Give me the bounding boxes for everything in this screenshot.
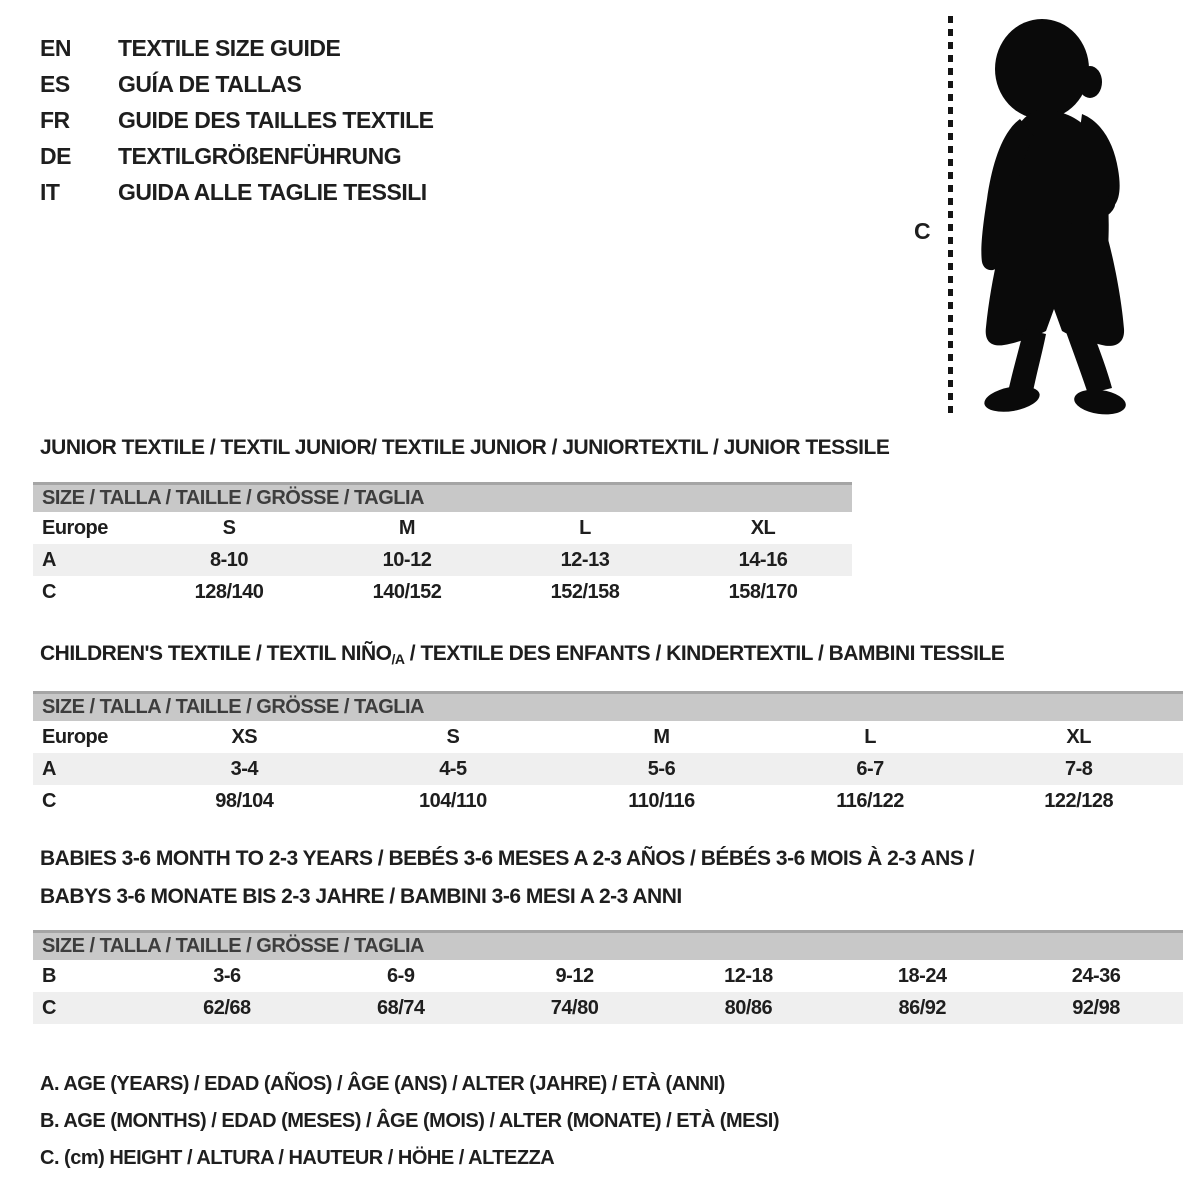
children-title-sub: /A <box>391 651 405 667</box>
row-label: A <box>42 757 56 780</box>
children-title-rest: / TEXTILE DES ENFANTS / KINDERTEXTIL / BAMBINI TESSILE <box>404 642 1005 665</box>
table-cell: 5-6 <box>647 757 676 780</box>
column-header: XS <box>231 725 258 748</box>
guide-title: TEXTILGRÖßENFÜHRUNG <box>118 142 402 169</box>
column-header: S <box>222 516 236 539</box>
table-cell: 158/170 <box>728 580 798 603</box>
legend-line-b: B. AGE (MONTHS) / EDAD (MESES) / ÂGE (MOIS) / ALTER (MONATE) / ETÀ (MESI) <box>40 1110 780 1132</box>
language-code: ES <box>40 70 70 97</box>
table-cell: 18-24 <box>897 964 947 987</box>
table-row <box>33 721 1183 753</box>
table-cell: 116/122 <box>836 789 904 812</box>
guide-title: GUIDA ALLE TAGLIE TESSILI <box>118 178 427 205</box>
table-cell: 68/74 <box>376 996 425 1019</box>
guide-title: GUIDE DES TAILLES TEXTILE <box>118 106 434 133</box>
row-label: A <box>42 548 56 571</box>
row-label: C <box>42 789 56 812</box>
size-header-bar: SIZE / TALLA / TAILLE / GRÖSSE / TAGLIA <box>33 691 1183 721</box>
region-label: Europe <box>42 516 108 539</box>
column-header: XL <box>750 516 776 539</box>
table-cell: 10-12 <box>382 548 432 571</box>
babies-title-line2: BABYS 3-6 MONATE BIS 2-3 JAHRE / BAMBINI 3-6 MESI A 2-3 ANNI <box>40 885 682 908</box>
table-cell: 9-12 <box>555 964 594 987</box>
column-header: M <box>653 725 670 748</box>
table-cell: 6-7 <box>856 757 884 780</box>
row-label: B <box>42 964 56 987</box>
table-cell: 140/152 <box>372 580 442 603</box>
table-cell: 4-5 <box>439 757 467 780</box>
table-cell: 7-8 <box>1064 757 1093 780</box>
size-header-bar: SIZE / TALLA / TAILLE / GRÖSSE / TAGLIA <box>33 482 852 512</box>
table-cell: 152/158 <box>550 580 620 603</box>
table-cell: 86/92 <box>898 996 947 1019</box>
table-cell: 3-6 <box>213 964 241 987</box>
column-header: L <box>579 516 591 539</box>
row-label: C <box>42 996 56 1019</box>
table-row <box>33 785 1183 817</box>
table-cell: 8-10 <box>209 548 249 571</box>
column-header: XL <box>1066 725 1091 748</box>
region-label: Europe <box>42 725 108 748</box>
toddler-silhouette-image <box>962 14 1140 418</box>
table-cell: 74/80 <box>550 996 599 1019</box>
table-row <box>33 512 852 544</box>
table-cell: 62/68 <box>203 996 251 1019</box>
table-cell: 80/86 <box>724 996 773 1019</box>
babies-title-line1: BABIES 3-6 MONTH TO 2-3 YEARS / BEBÉS 3-6 MESES A 2-3 AÑOS / BÉBÉS 3-6 MOIS À 2-3 ANS / <box>40 847 975 870</box>
language-code: IT <box>40 178 60 205</box>
table-cell: 92/98 <box>1072 996 1120 1019</box>
table-cell: 12-13 <box>560 548 610 571</box>
language-code: EN <box>40 34 71 61</box>
language-code: FR <box>40 106 70 133</box>
legend-line-a: A. AGE (YEARS) / EDAD (AÑOS) / ÂGE (ANS) / ALTER (JAHRE) / ETÀ (ANNI) <box>40 1073 725 1095</box>
table-cell: 110/116 <box>628 789 695 812</box>
babies-size-table <box>33 930 1183 1024</box>
table-row <box>33 960 1183 992</box>
guide-title: TEXTILE SIZE GUIDE <box>118 34 341 61</box>
table-cell: 122/128 <box>1044 789 1114 812</box>
table-cell: 104/110 <box>419 789 487 812</box>
measurement-legend <box>40 1066 779 1177</box>
table-cell: 6-9 <box>387 964 415 987</box>
list-item <box>40 66 434 102</box>
table-row <box>33 576 852 608</box>
column-header: L <box>864 725 876 748</box>
guide-title: GUÍA DE TALLAS <box>118 70 302 97</box>
junior-size-table <box>33 482 852 608</box>
table-row <box>33 544 852 576</box>
list-item <box>40 30 434 66</box>
table-row <box>33 753 1183 785</box>
junior-section-title: JUNIOR TEXTILE / TEXTIL JUNIOR/ TEXTILE JUNIOR / JUNIORTEXTIL / JUNIOR TESSILE <box>40 436 890 459</box>
column-header: S <box>446 725 460 748</box>
children-title-main: CHILDREN'S TEXTILE / TEXTIL NIÑO <box>40 642 392 665</box>
height-measure-dashed-line <box>948 16 953 416</box>
table-cell: 14-16 <box>738 548 788 571</box>
list-item <box>40 102 434 138</box>
children-section-title <box>40 642 1004 667</box>
list-item <box>40 174 434 210</box>
legend-line-c: C. (cm) HEIGHT / ALTURA / HAUTEUR / HÖHE / ALTEZZA <box>40 1147 555 1169</box>
row-label: C <box>42 580 56 603</box>
table-cell: 98/104 <box>215 789 274 812</box>
babies-section-title <box>40 840 974 916</box>
children-size-table <box>33 691 1183 817</box>
language-title-list <box>40 30 434 210</box>
table-cell: 12-18 <box>724 964 773 987</box>
table-cell: 24-36 <box>1071 964 1121 987</box>
table-cell: 128/140 <box>194 580 264 603</box>
column-header: M <box>398 516 416 539</box>
table-row <box>33 992 1183 1024</box>
table-cell: 3-4 <box>230 757 258 780</box>
size-header-bar: SIZE / TALLA / TAILLE / GRÖSSE / TAGLIA <box>33 930 1183 960</box>
language-code: DE <box>40 142 71 169</box>
height-measure-label: C <box>914 218 931 244</box>
list-item <box>40 138 434 174</box>
